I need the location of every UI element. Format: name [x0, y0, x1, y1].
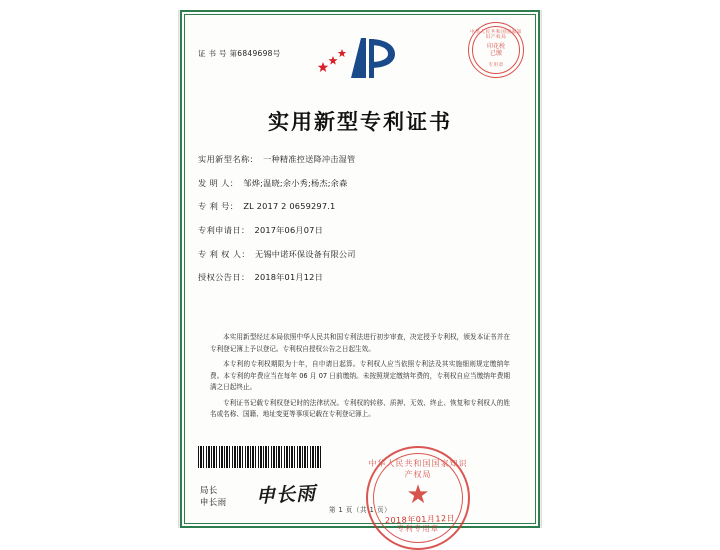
- field-value: 2018年01月12日: [254, 272, 323, 283]
- field-label: 发 明 人：: [198, 177, 239, 188]
- seal-date-text: 2018年01月12日: [384, 513, 456, 526]
- body-paragraph: 本实用新型经过本局依照中华人民共和国专利法进行初步审查，决定授予专利权，颁发本证书并在专利登记簿上予以登记。专利权自授权公告之日起生效。: [210, 333, 510, 353]
- certificate-body-text: [210, 332, 510, 425]
- star-icon: ★: [406, 480, 430, 510]
- field-row: [198, 272, 522, 283]
- field-value: 2017年06月07日: [254, 224, 323, 235]
- certificate-fields: [198, 154, 522, 296]
- field-row: [198, 249, 522, 260]
- field-label: 专利申请日：: [198, 224, 250, 235]
- field-row: [198, 225, 522, 236]
- handwritten-signature: 申长雨: [255, 482, 317, 508]
- top-seal-arc-text: 中华人民共和国国家知识产权局: [470, 30, 522, 40]
- field-value: ZL 2017 2 0659297.1: [243, 201, 336, 212]
- field-value: 无锡中诺环保设备有限公司: [254, 248, 356, 259]
- cnipa-logo-icon: [184, 34, 536, 88]
- field-row: [198, 178, 522, 189]
- body-paragraph: 本专利的专利权期限为十年，自申请日起算。专利权人应当依照专利法及其实施细则规定缴纳年费。本专利的年费应当在每年 06 月 07 日前缴纳。未按照规定缴纳年费的，专利权自应当缴纳年费期满之日起终止。: [210, 360, 510, 392]
- bottom-seal-arc-bottom-text: 专利专用章: [396, 524, 440, 533]
- body-paragraph: 专利证书记载专利权登记时的法律状况。专利权的转移、质押、无效、终止、恢复和专利权人的姓名或名称、国籍、地址变更等事项记载在专利登记簿上。: [210, 398, 510, 419]
- barcode-icon: [198, 446, 322, 468]
- field-label: 授权公告日：: [198, 272, 250, 283]
- field-row: [198, 154, 522, 165]
- certificate-number: 证 书 号 第6849698号: [198, 49, 281, 58]
- page-footer: 第 1 页（共 1 页）: [328, 506, 392, 514]
- field-label: 专 利 号：: [198, 201, 239, 212]
- top-seal-arc-bottom-text: 专用章: [488, 63, 504, 69]
- field-row: [198, 201, 522, 212]
- bottom-seal-arc-top-text: 中华人民共和国国家知识产权局: [368, 459, 468, 479]
- director-title-label: 局长: [200, 485, 218, 495]
- field-value: 一种精准控送降冲击湿管: [263, 154, 356, 164]
- top-seal-center-text: 印花税 已缴: [486, 43, 505, 57]
- certificate-content: [184, 14, 536, 533]
- field-label: 实用新型名称：: [198, 154, 259, 164]
- field-value: 邹烨;温晓;余小秀;杨杰;余森: [243, 177, 348, 188]
- national-seal-icon: [366, 446, 470, 550]
- director-name-label: 申长雨: [200, 497, 227, 508]
- page-title: 实用新型专利证书: [268, 110, 452, 134]
- field-label: 专 利 权 人：: [198, 248, 250, 259]
